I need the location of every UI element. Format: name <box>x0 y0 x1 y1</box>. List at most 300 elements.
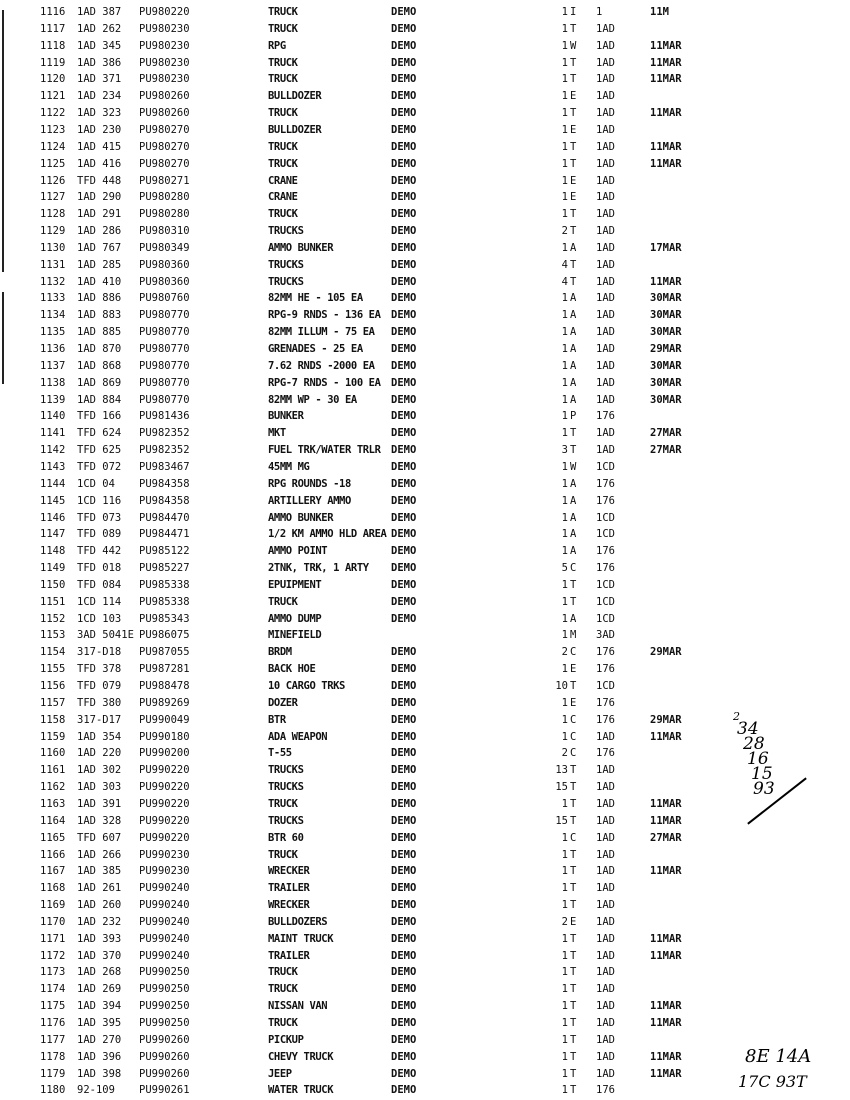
category-code: E <box>570 915 577 929</box>
row-number: 1156 <box>40 679 66 693</box>
category-code: T <box>570 865 577 878</box>
reporting-unit: 1AD <box>596 848 615 861</box>
action: DEMO <box>391 763 417 777</box>
quantity: 1 <box>561 89 568 103</box>
target-description: WATER TRUCK <box>268 1084 334 1097</box>
unit-id: 1AD 870 <box>77 342 122 356</box>
grid-reference: PU990260 <box>139 1067 190 1080</box>
target-description: BACK HOE <box>268 662 316 676</box>
target-description: 10 CARGO TRKS <box>268 679 345 693</box>
table-row <box>0 711 850 729</box>
unit-id: 1AD 767 <box>77 241 122 255</box>
quantity: 5 <box>561 561 568 575</box>
quantity: 1 <box>561 612 568 625</box>
grid-reference: PU990250 <box>139 999 190 1013</box>
date: 11MAR <box>650 999 682 1013</box>
reporting-unit: 176 <box>596 544 615 558</box>
unit-id: 1CD 114 <box>77 595 122 609</box>
reporting-unit: 1AD <box>596 325 615 339</box>
date: 11MAR <box>650 39 682 52</box>
action: DEMO <box>391 915 417 929</box>
reporting-unit: 1AD <box>596 56 615 69</box>
category-code: A <box>570 528 577 541</box>
category-code: T <box>570 443 577 457</box>
reporting-unit: 1AD <box>596 376 615 389</box>
target-description: 1/2 KM AMMO HLD AREA <box>268 528 387 541</box>
quantity: 1 <box>561 797 568 811</box>
reporting-unit: 1AD <box>596 831 615 844</box>
action: DEMO <box>391 511 417 524</box>
action: DEMO <box>391 258 417 272</box>
action: DEMO <box>391 393 417 406</box>
unit-id: TFD 380 <box>77 696 122 710</box>
table-row <box>0 172 850 190</box>
action: DEMO <box>391 999 417 1013</box>
target-description: FUEL TRK/WATER TRLR <box>268 443 381 457</box>
reporting-unit: 1AD <box>596 881 615 895</box>
unit-id: 1AD 391 <box>77 797 122 811</box>
table-row <box>0 442 850 460</box>
unit-id: 1CD 116 <box>77 494 122 507</box>
quantity: 1 <box>561 865 568 878</box>
table-row <box>0 307 850 325</box>
reporting-unit: 1CD <box>596 679 615 693</box>
table-row <box>0 728 850 746</box>
row-number: 1142 <box>40 443 66 457</box>
date: 11MAR <box>650 73 682 86</box>
table-row <box>0 509 850 527</box>
action: DEMO <box>391 713 417 726</box>
table-row <box>0 880 850 898</box>
reporting-unit: 1AD <box>596 39 615 52</box>
grid-reference: PU980230 <box>139 39 190 52</box>
reporting-unit: 1CD <box>596 460 615 474</box>
category-code: T <box>570 207 577 221</box>
quantity: 2 <box>561 915 568 929</box>
target-description: BULLDOZER <box>268 123 322 137</box>
grid-reference: PU980230 <box>139 73 190 86</box>
action: DEMO <box>391 308 417 322</box>
action: DEMO <box>391 1067 417 1080</box>
reporting-unit: 176 <box>596 713 615 726</box>
reporting-unit: 1AD <box>596 174 615 187</box>
reporting-unit: 1AD <box>596 22 615 36</box>
handwritten-note: 8E 14A <box>745 1046 812 1067</box>
table-row <box>0 678 850 696</box>
unit-id: 1AD 354 <box>77 730 122 743</box>
reporting-unit: 1AD <box>596 308 615 322</box>
quantity: 1 <box>561 511 568 524</box>
category-code: A <box>570 241 577 255</box>
grid-reference: PU990261 <box>139 1084 190 1097</box>
row-number: 1165 <box>40 831 66 844</box>
target-description: JEEP <box>268 1067 292 1080</box>
target-description: TRUCK <box>268 982 298 996</box>
category-code: A <box>570 325 577 339</box>
category-code: E <box>570 123 577 137</box>
table-row <box>0 374 850 392</box>
action: DEMO <box>391 662 417 676</box>
category-code: T <box>570 1067 577 1080</box>
grid-reference: PU985343 <box>139 612 190 625</box>
grid-reference: PU990240 <box>139 881 190 895</box>
grid-reference: PU980770 <box>139 393 190 406</box>
target-description: RPG-7 RNDS - 100 EA <box>268 376 381 389</box>
action: DEMO <box>391 376 417 389</box>
reporting-unit: 1AD <box>596 966 615 979</box>
table-row <box>0 863 850 881</box>
unit-id: 1AD 230 <box>77 123 122 137</box>
table-row <box>0 593 850 611</box>
reporting-unit: 1AD <box>596 241 615 255</box>
target-description: MAINT TRUCK <box>268 932 334 946</box>
tally-total: 93 <box>753 779 775 799</box>
unit-id: 1AD 396 <box>77 1050 122 1063</box>
reporting-unit: 1CD <box>596 528 615 541</box>
target-description: TRUCK <box>268 595 298 609</box>
table-row <box>0 846 850 864</box>
category-code: E <box>570 191 577 204</box>
grid-reference: PU990180 <box>139 730 190 743</box>
target-description: AMMO BUNKER <box>268 511 334 524</box>
category-code: T <box>570 73 577 86</box>
row-number: 1127 <box>40 191 66 204</box>
reporting-unit: 1AD <box>596 106 615 120</box>
table-row <box>0 981 850 999</box>
action: DEMO <box>391 561 417 575</box>
category-code: T <box>570 780 577 794</box>
quantity: 1 <box>561 1067 568 1080</box>
category-code: A <box>570 308 577 322</box>
reporting-unit: 176 <box>596 410 615 423</box>
row-number: 1132 <box>40 275 66 288</box>
action: DEMO <box>391 544 417 558</box>
category-code: T <box>570 56 577 69</box>
grid-reference: PU980260 <box>139 89 190 103</box>
unit-id: 1AD 302 <box>77 763 122 777</box>
quantity: 13 <box>555 763 568 777</box>
quantity: 1 <box>561 22 568 36</box>
target-description: TRAILER <box>268 881 310 895</box>
table-row <box>0 812 850 830</box>
grid-reference: PU980270 <box>139 157 190 170</box>
unit-id: 1AD 386 <box>77 56 122 69</box>
action: DEMO <box>391 528 417 541</box>
date: 30MAR <box>650 325 682 339</box>
row-number: 1158 <box>40 713 66 726</box>
grid-reference: PU980310 <box>139 224 190 238</box>
unit-id: TFD 624 <box>77 426 122 440</box>
target-description: TRUCKS <box>268 224 304 238</box>
quantity: 1 <box>561 174 568 187</box>
quantity: 1 <box>561 157 568 170</box>
action: DEMO <box>391 696 417 710</box>
table-row <box>0 627 850 645</box>
table-row <box>0 1082 850 1100</box>
date: 11MAR <box>650 140 682 154</box>
quantity: 10 <box>555 679 568 693</box>
grid-reference: PU985122 <box>139 544 190 558</box>
handwritten-tally <box>735 712 825 797</box>
target-description: WRECKER <box>268 865 310 878</box>
quantity: 15 <box>555 814 568 828</box>
target-description: ADA WEAPON <box>268 730 328 743</box>
action: DEMO <box>391 780 417 794</box>
target-description: 82MM HE - 105 EA <box>268 292 363 305</box>
quantity: 1 <box>561 460 568 474</box>
row-number: 1136 <box>40 342 66 356</box>
action: DEMO <box>391 578 417 592</box>
table-row <box>0 206 850 224</box>
action: DEMO <box>391 22 417 36</box>
grid-reference: PU986075 <box>139 629 190 642</box>
date: 11MAR <box>650 814 682 828</box>
grid-reference: PU990250 <box>139 966 190 979</box>
unit-id: 1AD 395 <box>77 1016 122 1030</box>
grid-reference: PU987055 <box>139 645 190 659</box>
row-number: 1164 <box>40 814 66 828</box>
grid-reference: PU990230 <box>139 848 190 861</box>
reporting-unit: 1AD <box>596 797 615 811</box>
reporting-unit: 1AD <box>596 207 615 221</box>
unit-id: 1AD 884 <box>77 393 122 406</box>
target-description: TRUCK <box>268 140 298 154</box>
row-number: 1145 <box>40 494 66 507</box>
row-number: 1124 <box>40 140 66 154</box>
row-number: 1170 <box>40 915 66 929</box>
category-code: A <box>570 376 577 389</box>
category-code: T <box>570 848 577 861</box>
date: 17MAR <box>650 241 682 255</box>
action: DEMO <box>391 157 417 170</box>
category-code: I <box>570 5 577 19</box>
target-description: BULLDOZER <box>268 89 322 103</box>
target-description: RPG-9 RNDS - 136 EA <box>268 308 381 322</box>
row-number: 1160 <box>40 747 66 760</box>
category-code: T <box>570 679 577 693</box>
date: 27MAR <box>650 831 682 844</box>
grid-reference: PU980230 <box>139 22 190 36</box>
action: DEMO <box>391 679 417 693</box>
date: 11MAR <box>650 106 682 120</box>
target-description: TRUCK <box>268 106 298 120</box>
grid-reference: PU980360 <box>139 275 190 288</box>
category-code: T <box>570 157 577 170</box>
row-number: 1140 <box>40 410 66 423</box>
category-code: C <box>570 713 577 726</box>
category-code: A <box>570 359 577 373</box>
grid-reference: PU990220 <box>139 763 190 777</box>
grid-reference: PU980271 <box>139 174 190 187</box>
date: 29MAR <box>650 342 682 356</box>
unit-id: 1CD 04 <box>77 477 115 491</box>
reporting-unit: 1AD <box>596 982 615 996</box>
quantity: 1 <box>561 713 568 726</box>
grid-reference: PU980260 <box>139 106 190 120</box>
table-row <box>0 644 850 662</box>
row-number: 1166 <box>40 848 66 861</box>
reporting-unit: 1AD <box>596 258 615 272</box>
reporting-unit: 1AD <box>596 898 615 912</box>
reporting-unit: 1AD <box>596 915 615 929</box>
action: DEMO <box>391 325 417 339</box>
category-code: T <box>570 1016 577 1030</box>
row-number: 1176 <box>40 1016 66 1030</box>
tally-line: 2 <box>733 710 740 723</box>
table-row <box>0 762 850 784</box>
row-number: 1138 <box>40 376 66 389</box>
reporting-unit: 176 <box>596 494 615 507</box>
quantity: 1 <box>561 932 568 946</box>
row-number: 1134 <box>40 308 66 322</box>
table-row <box>0 189 850 207</box>
action: DEMO <box>391 73 417 86</box>
quantity: 1 <box>561 410 568 423</box>
row-number: 1167 <box>40 865 66 878</box>
quantity: 1 <box>561 528 568 541</box>
target-description: BULLDOZERS <box>268 915 328 929</box>
unit-id: 1AD 416 <box>77 157 122 170</box>
target-description: 7.62 RNDS -2000 EA <box>268 359 375 373</box>
category-code: E <box>570 89 577 103</box>
reporting-unit: 1AD <box>596 123 615 137</box>
table-row <box>0 341 850 359</box>
unit-id: 1AD 303 <box>77 780 122 794</box>
action: DEMO <box>391 797 417 811</box>
grid-reference: PU990230 <box>139 865 190 878</box>
date: 11MAR <box>650 797 682 811</box>
table-row <box>0 273 850 291</box>
unit-id: 1AD 323 <box>77 106 122 120</box>
table-row <box>0 492 850 510</box>
reporting-unit: 1AD <box>596 999 615 1013</box>
action: DEMO <box>391 241 417 255</box>
action: DEMO <box>391 477 417 491</box>
table-row <box>0 1048 850 1066</box>
quantity: 4 <box>561 258 568 272</box>
unit-id: TFD 166 <box>77 410 122 423</box>
table-row <box>0 475 850 493</box>
unit-id: 1AD 886 <box>77 292 122 305</box>
unit-id: TFD 607 <box>77 831 122 844</box>
reporting-unit: 1AD <box>596 224 615 238</box>
quantity: 1 <box>561 191 568 204</box>
table-row <box>0 526 850 544</box>
row-number: 1159 <box>40 730 66 743</box>
unit-id: 1AD 266 <box>77 848 122 861</box>
reporting-unit: 1AD <box>596 426 615 440</box>
quantity: 1 <box>561 898 568 912</box>
table-row <box>0 998 850 1016</box>
date: 27MAR <box>650 443 682 457</box>
unit-id: TFD 089 <box>77 528 122 541</box>
grid-reference: PU980230 <box>139 56 190 69</box>
unit-id: TFD 072 <box>77 460 122 474</box>
date: 30MAR <box>650 376 682 389</box>
target-description: TRUCKS <box>268 814 304 828</box>
quantity: 1 <box>561 578 568 592</box>
unit-id: 1AD 415 <box>77 140 122 154</box>
table-row <box>0 391 850 409</box>
target-description: TRUCK <box>268 157 298 170</box>
action: DEMO <box>391 881 417 895</box>
reporting-unit: 1AD <box>596 730 615 743</box>
target-description: TRAILER <box>268 949 310 962</box>
row-number: 1121 <box>40 89 66 103</box>
grid-reference: PU990240 <box>139 949 190 962</box>
category-code: T <box>570 22 577 36</box>
grid-reference: PU980360 <box>139 258 190 272</box>
action: DEMO <box>391 207 417 221</box>
date: 11MAR <box>650 865 682 878</box>
category-code: T <box>570 595 577 609</box>
reporting-unit: 1AD <box>596 443 615 457</box>
action: DEMO <box>391 831 417 844</box>
grid-reference: PU990220 <box>139 814 190 828</box>
table-row <box>0 155 850 173</box>
grid-reference: PU981436 <box>139 410 190 423</box>
reporting-unit: 1AD <box>596 1067 615 1080</box>
quantity: 1 <box>561 73 568 86</box>
table-row <box>0 37 850 55</box>
date: 11MAR <box>650 275 682 288</box>
unit-id: 1AD 868 <box>77 359 122 373</box>
grid-reference: PU990220 <box>139 797 190 811</box>
action: DEMO <box>391 747 417 760</box>
target-description: CHEVY TRUCK <box>268 1050 334 1063</box>
row-number: 1119 <box>40 56 66 69</box>
unit-id: 317-D18 <box>77 645 122 659</box>
reporting-unit: 176 <box>596 696 615 710</box>
grid-reference: PU990260 <box>139 1050 190 1063</box>
unit-id: TFD 625 <box>77 443 122 457</box>
grid-reference: PU984358 <box>139 494 190 507</box>
reporting-unit: 1CD <box>596 511 615 524</box>
tally-line: 15 <box>751 764 773 784</box>
action: DEMO <box>391 106 417 120</box>
row-number: 1120 <box>40 73 66 86</box>
action: DEMO <box>391 645 417 659</box>
reporting-unit: 176 <box>596 561 615 575</box>
unit-id: 1AD 371 <box>77 73 122 86</box>
grid-reference: PU980280 <box>139 191 190 204</box>
action: DEMO <box>391 1050 417 1063</box>
table-row <box>0 964 850 982</box>
action: DEMO <box>391 39 417 52</box>
category-code: T <box>570 1084 577 1097</box>
quantity: 1 <box>561 106 568 120</box>
grid-reference: PU990240 <box>139 932 190 946</box>
unit-id: 1AD 220 <box>77 747 122 760</box>
reporting-unit: 3AD <box>596 629 615 642</box>
row-number: 1152 <box>40 612 66 625</box>
category-code: A <box>570 292 577 305</box>
category-code: T <box>570 932 577 946</box>
table-row <box>0 290 850 308</box>
row-number: 1147 <box>40 528 66 541</box>
target-description: BUNKER <box>268 410 304 423</box>
quantity: 1 <box>561 241 568 255</box>
row-number: 1146 <box>40 511 66 524</box>
quantity: 1 <box>561 1033 568 1047</box>
unit-id: 1AD 385 <box>77 865 122 878</box>
table-row <box>0 88 850 106</box>
unit-id: 1AD 270 <box>77 1033 122 1047</box>
action: DEMO <box>391 730 417 743</box>
table-row <box>0 71 850 89</box>
table-row <box>0 138 850 156</box>
row-number: 1133 <box>40 292 66 305</box>
